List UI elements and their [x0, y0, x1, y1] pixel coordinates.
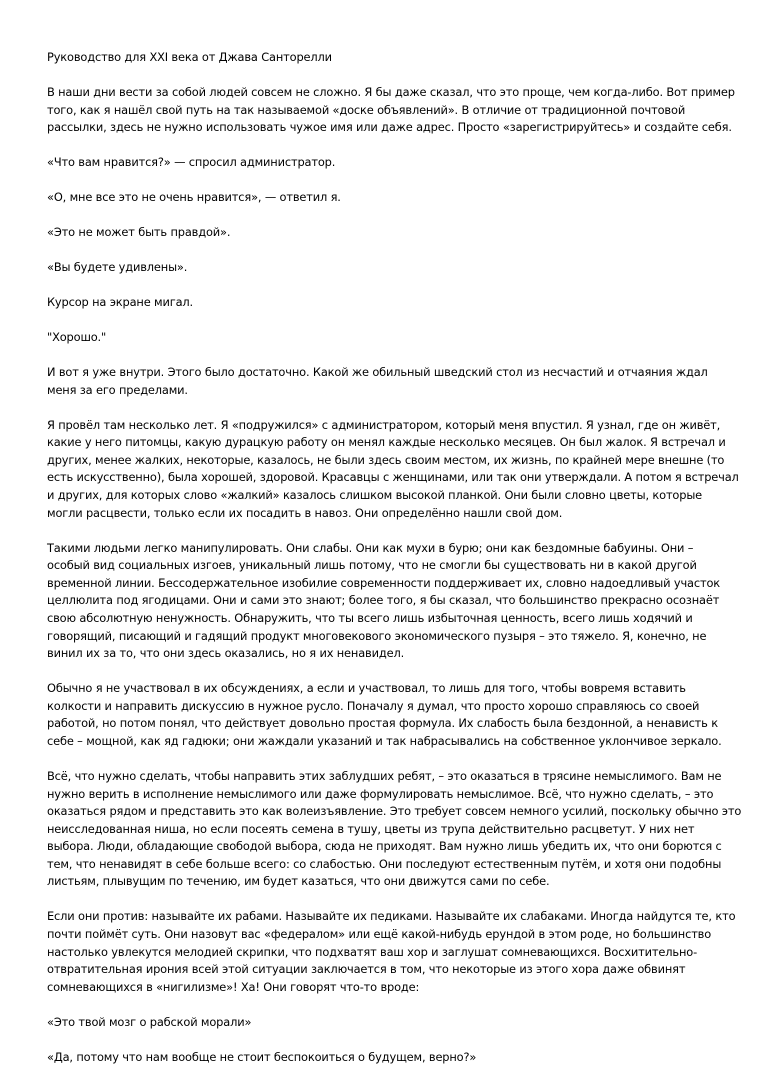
paragraph-line: отвратительная ирония всей этой ситуации заключается в том, что некоторые из этого хора даже обвинят [47, 962, 686, 977]
paragraph-line: почти поймёт суть. Они назовут вас «федералом» или ещё какой-нибудь ерундой в этом роде, но большинство [47, 927, 712, 942]
paragraph-line: Курсор на экране мигал. [47, 295, 194, 310]
paragraph-list [47, 84, 742, 1066]
paragraph [47, 680, 737, 750]
paragraph-line: «Да, потому что нам вообще не стоит беспокоиться о будущем, верно?» [47, 1049, 477, 1064]
paragraph-line: свою абсолютную ненужность. Обнаружить, что ты всего лишь избыточная ценность, всего лишь ходячий и [47, 610, 693, 625]
paragraph [47, 259, 737, 277]
paragraph [47, 294, 737, 312]
paragraph-line: В наши дни вести за собой людей совсем не сложно. Я бы даже сказал, что это проще, чем когда-либо. Вот пример [47, 84, 735, 99]
paragraph-line: неисследованная ниша, но если посеять семена в тушу, цветы из трупа действительно расцветут. У них нет [47, 821, 695, 836]
paragraph-line: настолько увлекутся мелодией скрипки, что подхватят ваш хор и заглушат сомневающихся. Восхитительно- [47, 944, 698, 959]
paragraph-line: Обычно я не участвовал в их обсуждениях, а если и участвовал, то лишь для того, чтобы вовремя вставить [47, 681, 686, 696]
paragraph [47, 540, 737, 663]
paragraph-line: Я провёл там несколько лет. Я «подружился» с администратором, который меня впустил. Я узнал, где он живёт, [47, 417, 721, 432]
paragraph-line: сомневающихся в «нигилизме»! Ха! Они говорят что-то вроде: [47, 979, 420, 994]
paragraph-line: рассылки, здесь не нужно использовать чужое имя или даже адрес. Просто «зарегистрируйтесь» и создайте себя. [47, 120, 732, 135]
paragraph [47, 1049, 737, 1067]
paragraph-line: меня за его пределами. [47, 382, 188, 397]
paragraph-line: есть искусственно), была хорошей, здоровой. Красавцы с женщинами, или так они утверждали. А потом я встречал [47, 470, 739, 485]
paragraph-line: выбора. Люди, обладающие свободой выбора, сюда не приходят. Вам нужно лишь убедить их, что они борются с [47, 839, 722, 854]
paragraph [47, 224, 737, 242]
paragraph-line: говорящий, писающий и гадящий продукт многовекового экономического пузыря – это тяжело. Я, конечно, не [47, 628, 707, 643]
paragraph-line: нужно верить в исполнение немыслимого или даже формулировать немыслимое. Всё, что нужно сделать, – это [47, 786, 714, 801]
paragraph-line: себе – мощной, как яд гадюки; они жаждали указаний и так набрасывались на собственное уклончивое зеркало. [47, 733, 722, 748]
paragraph-line: «Это не может быть правдой». [47, 225, 231, 240]
paragraph-line: и других, для которых слово «жалкий» казалось слишком высокой планкой. Они были словно цветы, которые [47, 488, 703, 503]
paragraph-line: тем, что ненавидят в себе больше всего: со слабостью. Они последуют естественным путём, и хотя они подобны [47, 856, 722, 871]
paragraph-line: Такими людьми легко манипулировать. Они слабы. Они как мухи в бурю; они как бездомные бабуины. Они – [47, 540, 694, 555]
paragraph [47, 768, 742, 891]
paragraph-line: винил их за то, что они здесь оказались, но я их ненавидел. [47, 646, 405, 661]
paragraph [47, 1014, 737, 1032]
paragraph-line: временной линии. Бессодержательное изобилие современности поддерживает их, словно надоедливый участок [47, 575, 720, 590]
paragraph-line: Если они против: называйте их рабами. Называйте их педиками. Называйте их слабаками. Иногда найдутся те, кто [47, 909, 736, 924]
paragraph-line: работой, но потом понял, что действует довольно простая формула. Их слабость была бездонной, а ненависть к [47, 716, 718, 731]
paragraph [47, 908, 737, 996]
paragraph-line: какие у него питомцы, какую дурацкую работу он менял каждые несколько месяцев. Он был жалок. Я встречал и [47, 435, 726, 450]
paragraph-line: могли расцвести, только если их посадить в навоз. Они определённо нашли свой дом. [47, 505, 563, 520]
paragraph [47, 84, 737, 137]
paragraph [47, 154, 737, 172]
paragraph-line: колкости и направить дискуссию в нужное русло. Поначалу я думал, что просто хорошо справляюсь со своей [47, 698, 700, 713]
paragraph-line: «Это твой мозг о рабской морали» [47, 1014, 252, 1029]
paragraph [47, 329, 737, 347]
paragraph-line: И вот я уже внутри. Этого было достаточно. Какой же обильный шведский стол из несчастий и отчаяния ждал [47, 365, 708, 380]
paragraph-line: Всё, что нужно сделать, чтобы направить этих заблудших ребят, – это оказаться в трясине немыслимого. Вам не [47, 768, 722, 783]
paragraph-line: «Вы будете удивлены». [47, 260, 188, 275]
paragraph-line: «О, мне все это не очень нравится», — ответил я. [47, 190, 341, 205]
paragraph-line: целлюлита под ягодицами. Они и сами это знают; более того, я бы сказал, что большинство прекрасно осознаёт [47, 593, 720, 608]
paragraph-line: листьям, плывущим по течению, им будет казаться, что они движутся сами по себе. [47, 874, 550, 889]
document-title [47, 49, 737, 67]
paragraph [47, 364, 737, 399]
paragraph-line: других, менее жалких, некоторые, казалось, не были здесь своим местом, их жизнь, по крайней мере внешне (то [47, 452, 725, 467]
paragraph [47, 189, 737, 207]
paragraph-line: особый вид социальных изгоев, уникальный лишь потому, что не смогли бы существовать ни в какой другой [47, 558, 697, 573]
paragraph-line: оказаться рядом и представить это как волеизъявление. Это требует совсем немного усилий, поскольку обычно это [47, 804, 742, 819]
title-text: Руководство для XXI века от Джава Санторелли [47, 50, 332, 64]
paragraph-line: «Что вам нравится?» — спросил администратор. [47, 155, 336, 170]
paragraph-line: "Хорошо." [47, 330, 107, 345]
paragraph [47, 417, 737, 523]
document-body [47, 49, 742, 1084]
paragraph-line: того, как я нашёл свой путь на так называемой «доске объявлений». В отличие от традиционной почтовой [47, 102, 686, 117]
